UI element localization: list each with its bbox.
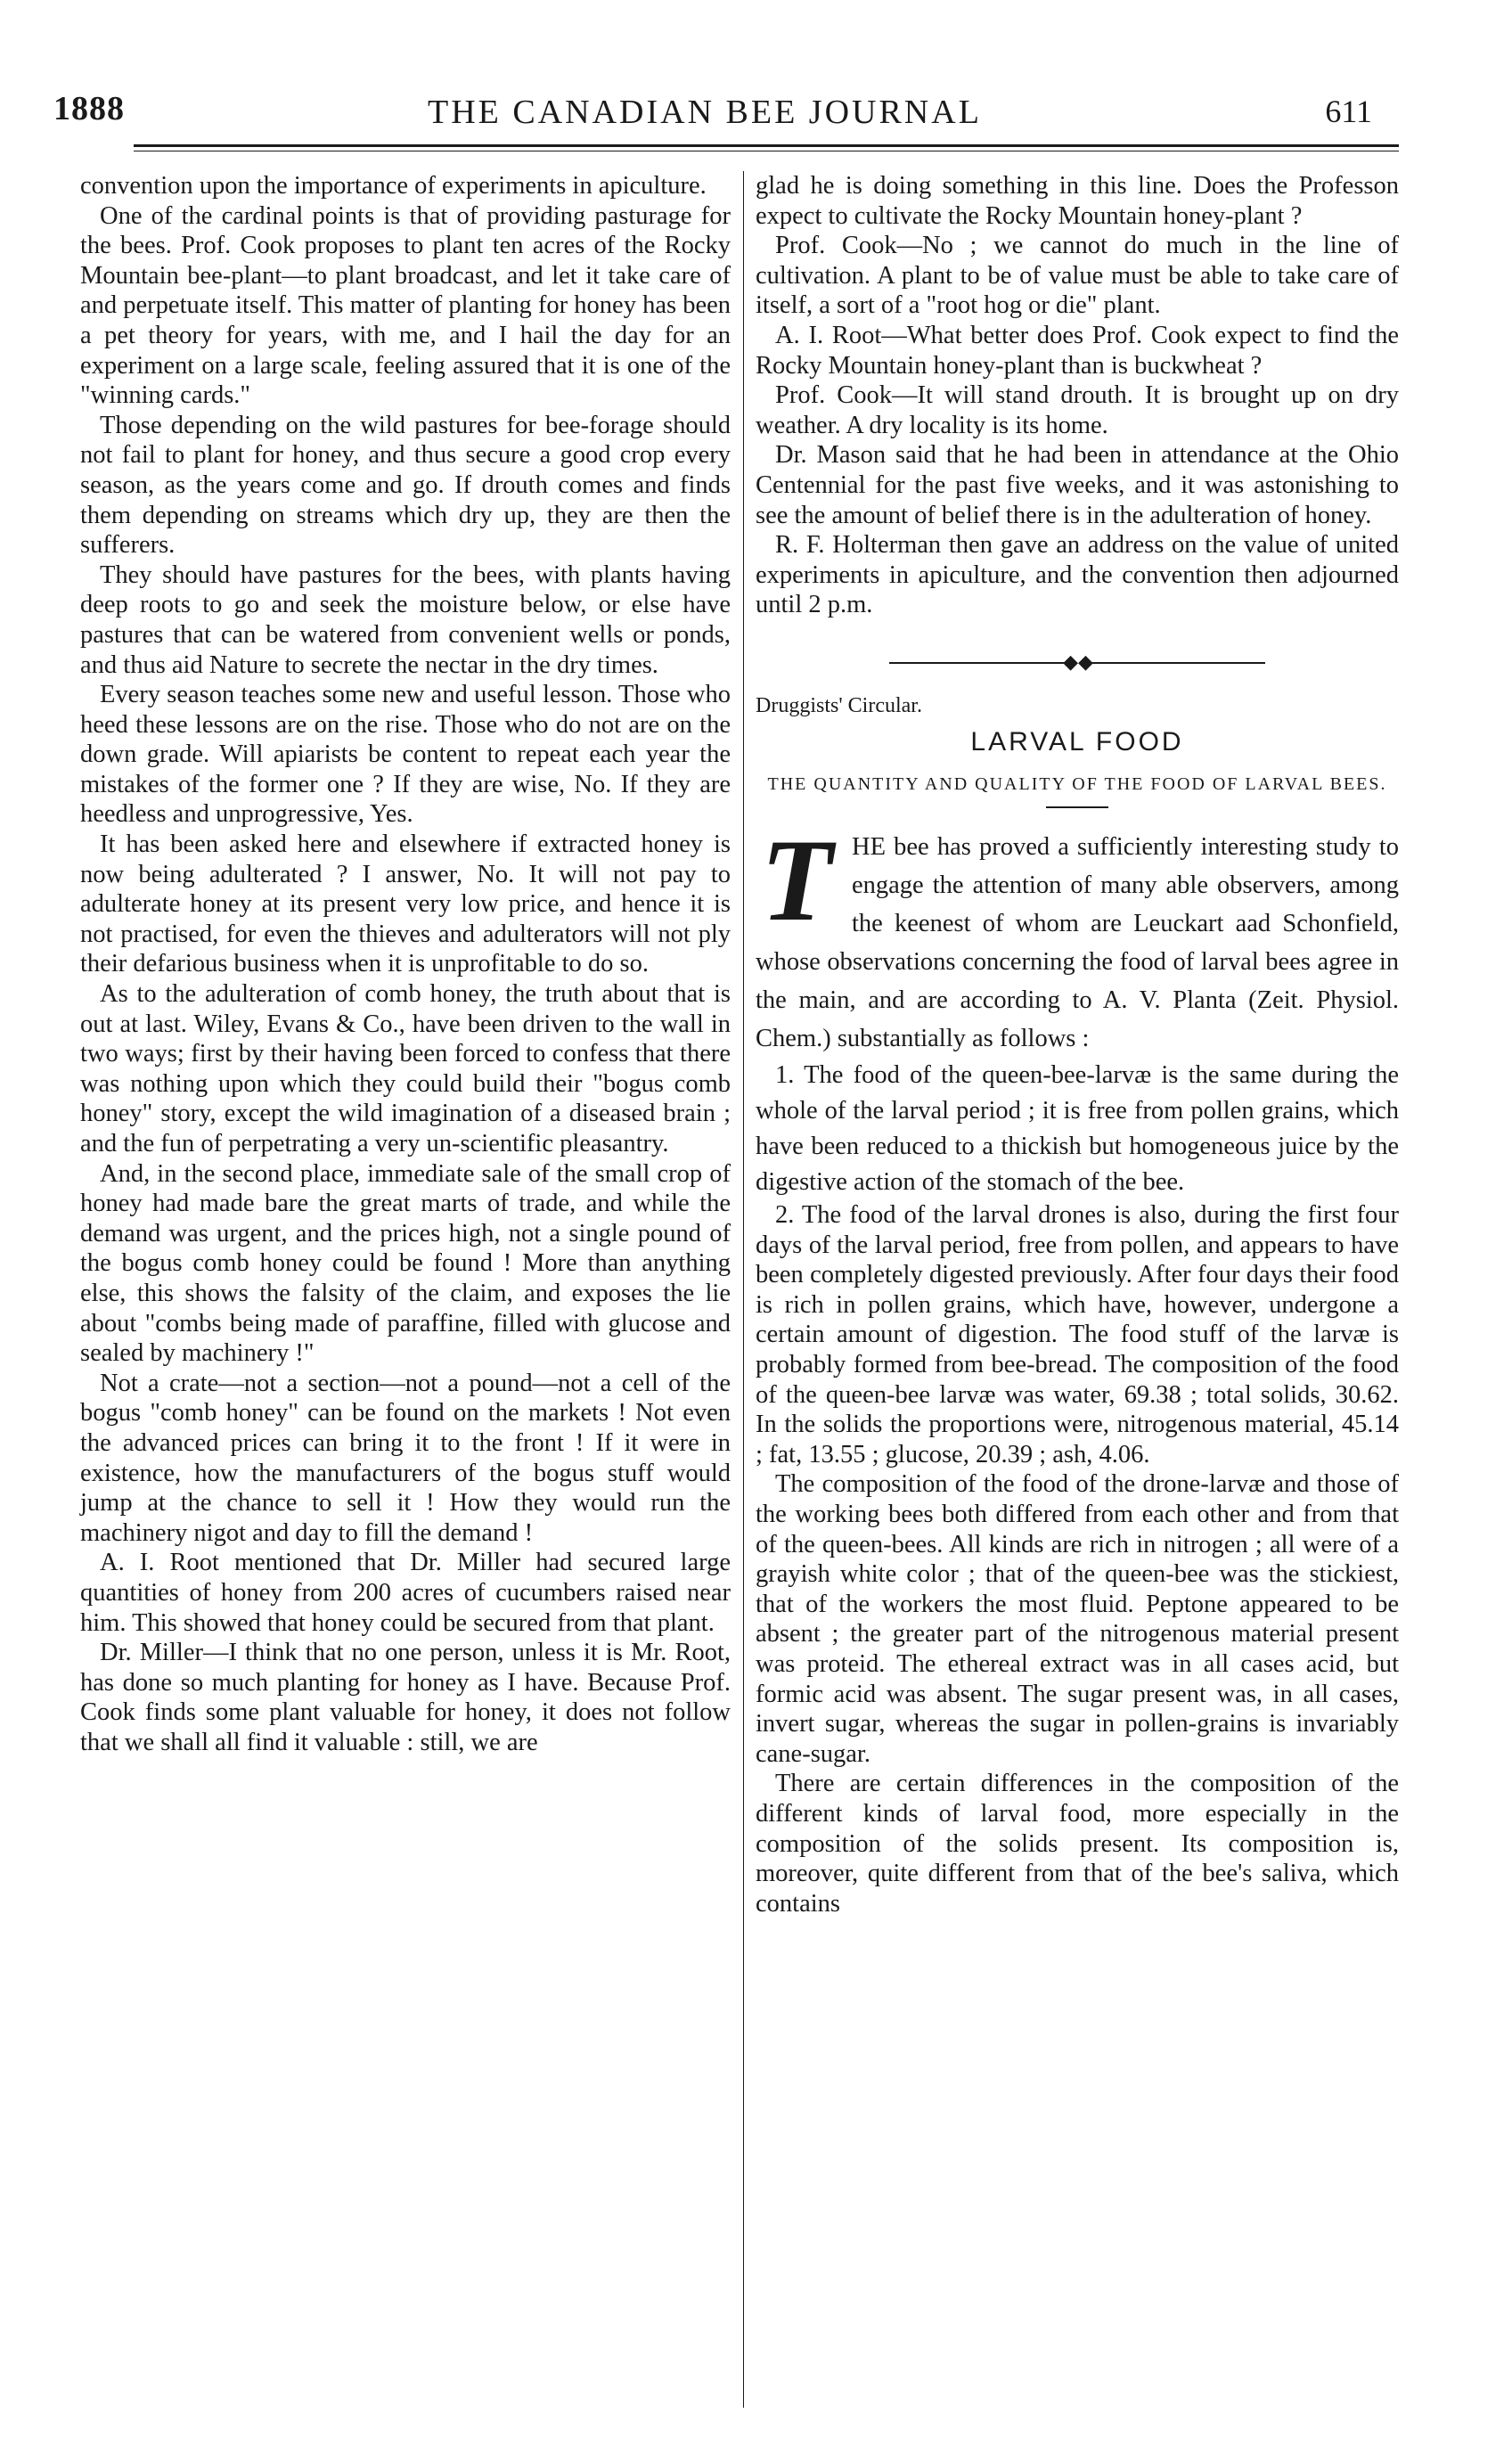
paragraph: Prof. Cook—It will stand drouth. It is brought up on dry weather. A dry locality is its home. [756, 381, 1399, 439]
ornament-icon: ◆◆ [1063, 650, 1093, 673]
article-source: Druggists' Circular. [756, 693, 922, 717]
paragraph: glad he is doing something in this line. Does the Professon expect to cultivate the Rocky Mountain honey-plant ? [756, 172, 1399, 230]
paragraph: convention upon the importance of experiments in apiculture. [80, 172, 707, 200]
paragraph: R. F. Holterman then gave an address on the value of united experiments in apiculture, and the convention then adjourned until 2 p.m. [756, 531, 1399, 619]
article-title: LARVAL FOOD [970, 726, 1184, 757]
title-rule [1046, 806, 1108, 808]
paragraph: A. I. Root—What better does Prof. Cook expect to find the Rocky Mountain honey-plant than is buckwheat ? [756, 321, 1399, 380]
paragraph: 1. The food of the queen-bee-larvæ is the same during the whole of the larval period ; it is free from pollen grains, which have been reduced to a thickish but homogeneous juice by the digestive action of the stomach of the bee. [756, 1061, 1399, 1197]
right-column [756, 171, 1399, 1918]
paragraph: Dr. Miller—I think that no one person, unless it is Mr. Root, has done so much planting for honey as I have. Because Prof. Cook finds some plant valuable for honey, it does not follow that we shall all find it valuable : still, we are [80, 1639, 731, 1756]
lead-paragraph: HE bee has proved a sufficiently interesting study to engage the attention of many able observers, among the keenest of whom are Leuckart aad Schonfield, whose observations concerning the food of larval bees agree in the main, and are according to A. V. Planta (Zeit. Physiol. Chem.) substantially as follows : [756, 833, 1399, 1053]
column-divider [743, 171, 744, 2408]
paragraph: They should have pastures for the bees, with plants having deep roots to go and seek the moisture below, or else have pastures that can be watered from convenient wells or ponds, and thus aid Nature to secrete the nectar in the dry times. [80, 560, 731, 679]
header-year: 1888 [53, 90, 125, 127]
paragraph: The composition of the food of the drone-larvæ and those of the working bees both differed from each other and from that of the queen-bees. All kinds are rich in nitrogen ; all were of a grayish white color ; that of the queen-bee was the stickiest, that of the workers the most fluid. Peptone appeared to be absent ; the greater part of the nitrogenous material present was proteid. The ethereal extract was in all cases acid, but formic acid was absent. The sugar present was, in all cases, invert sugar, whereas the sugar in pollen-grains is invariably cane-sugar. [756, 1470, 1399, 1768]
paragraph: And, in the second place, immediate sale of the small crop of honey had made bare the great marts of trade, and while the demand was urgent, and the prices high, not a single pound of the bogus comb honey could be found ! More than anything else, this shows the falsity of the claim, and exposes the lie about "combs being made of paraffine, filled with glucose and sealed by machinery !" [80, 1159, 731, 1368]
journal-title: THE CANADIAN BEE JOURNAL [428, 94, 982, 131]
paragraph: Not a crate—not a section—not a pound—not a cell of the bogus "comb honey" can be found on the markets ! Not even the advanced prices can bring it to the front ! If it were in existence, how the manufacturers of the bogus stuff would jump at the chance to sell it ! How they would run the machinery nigot and day to fill the demand ! [80, 1369, 731, 1547]
page-header [53, 89, 1372, 143]
paragraph: Dr. Mason said that he had been in attendance at the Ohio Centennial for the past five weeks, and it was astonishing to see the amount of belief there is in the adulteration of honey. [756, 441, 1399, 529]
paragraph: 2. The food of the larval drones is also, during the first four days of the larval period, free from pollen, and appears to have been completely digested previously. After four days their food is rich in pollen grains, which have, however, undergone a certain amount of digestion. The food stuff of the larvæ is probably formed from bee-bread. The composition of the food of the queen-bee larvæ was water, 69.38 ; total solids, 30.62. In the solids the proportions were, nitrogenous material, 45.14 ; fat, 13.55 ; glucose, 20.39 ; ash, 4.06. [756, 1201, 1399, 1468]
paragraph: A. I. Root mentioned that Dr. Miller had secured large quantities of honey from 200 acres of cucumbers raised near him. This showed that honey could be secured from that plant. [80, 1549, 731, 1637]
paragraph: Those depending on the wild pastures for bee-forage should not fail to plant for honey, and thus secure a good crop every season, as the years come and go. If drouth comes and finds them depending on streams which dry up, they are then the sufferers. [80, 411, 731, 560]
left-column [80, 171, 731, 1757]
header-rule-thick [134, 144, 1399, 147]
article-body [756, 1058, 1399, 1200]
drop-cap-letter: T [760, 814, 833, 946]
paragraph: One of the cardinal points is that of providing pasturage for the bees. Prof. Cook proposes to plant ten acres of the Rocky Mountain bee-plant—to plant broadcast, and let it take care of and perpetuate itself. This matter of planting for honey has been a pet theory for years, with me, and I hail the day for an experiment on a large scale, feeling assured that it is one of the "winning cards." [80, 201, 731, 410]
paragraph: As to the adulteration of comb honey, the truth about that is out at last. Wiley, Evans & Co., have been driven to the wall in two ways; first by their having been forced to confess that there was nothing upon which they could build their "bogus comb honey" story, except the wild imagination of a diseased brain ; and the fun of perpetrating a very un-scientific pleasantry. [80, 980, 731, 1157]
paragraph: It has been asked here and elsewhere if extracted honey is now being adulterated ? I answer, No. It will not pay to adulterate honey at its present very low price, and hence it is not practised, for even the thieves and adulterators will not ply their defarious business when it is unprofitable to do so. [80, 830, 731, 978]
article-subtitle: THE QUANTITY AND QUALITY OF THE FOOD OF LARVAL BEES. [767, 774, 1387, 795]
paragraph: Every season teaches some new and useful lesson. Those who heed these lessons are on the rise. Those who do not are on the down grade. Will apiarists be content to repeat each year the mistakes of the former one ? If they are wise, No. If they are heedless and unprogressive, Yes. [80, 681, 731, 829]
article-lead [756, 814, 1399, 1058]
paragraph: There are certain differences in the composition of the different kinds of larval food, more especially in the composition of the solids present. Its composition is, moreover, quite different from that of the bee's saliva, which contains [756, 1770, 1399, 1918]
section-divider [756, 652, 1399, 674]
paragraph: Prof. Cook—No ; we cannot do much in the line of cultivation. A plant to be of value must be able to take care of itself, a sort of a "root hog or die" plant. [756, 232, 1399, 320]
page-number: 611 [1325, 94, 1372, 129]
